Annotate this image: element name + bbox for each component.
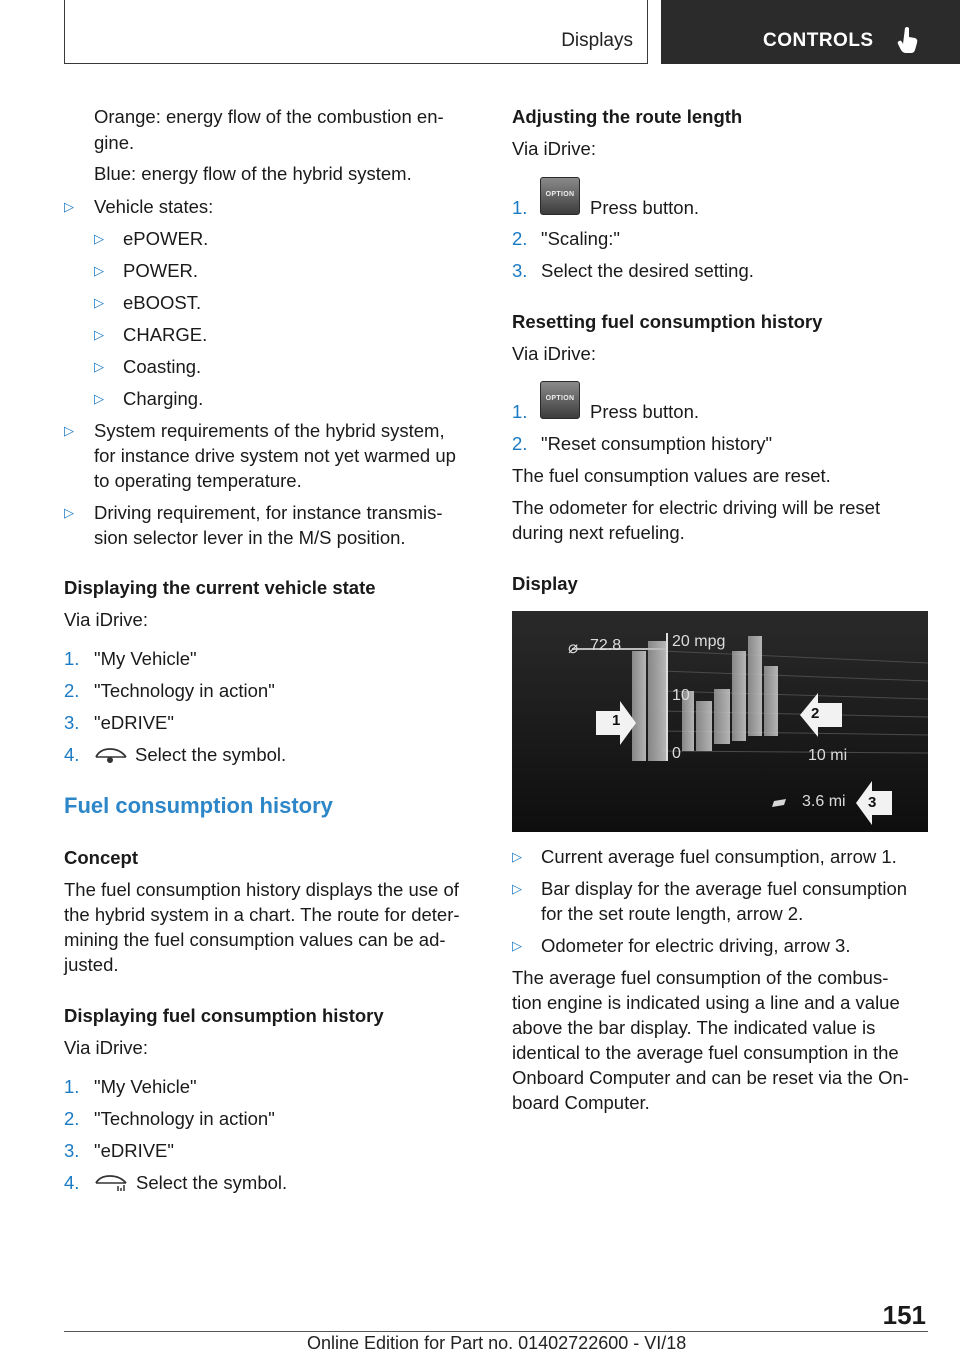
closing-line: above the bar display. The indicated value is <box>512 1017 876 1038</box>
bullet-triangle-icon: ▷ <box>94 359 104 374</box>
header-section-box <box>64 0 648 64</box>
step-text: "Reset consumption history" <box>541 433 773 454</box>
step-number: 1. <box>512 197 528 218</box>
step-number: 2. <box>64 680 80 701</box>
state-item: Charging. <box>123 388 204 409</box>
concept-line: The fuel consumption history displays the use of <box>64 879 459 900</box>
scale-mid-label: 10 <box>672 687 690 704</box>
state-item: Coasting. <box>123 356 202 377</box>
step-number: 2. <box>512 228 528 249</box>
figure-bullet-line: Odometer for electric driving, arrow 3. <box>541 935 851 956</box>
step-number: 2. <box>512 433 528 454</box>
driving-req-line: sion selector lever in the M/S position. <box>94 527 406 548</box>
step-text: Press button. <box>590 197 700 218</box>
avg-consumption-value: 72.8 <box>590 637 622 654</box>
scale-zero-label: 0 <box>672 745 681 762</box>
via-idrive-label: Via iDrive: <box>64 1037 148 1058</box>
step-text: Select the desired setting. <box>541 260 754 281</box>
step-text: Select the symbol. <box>136 1172 288 1193</box>
step-text: Press button. <box>590 401 700 422</box>
route-length-label: 10 mi <box>808 747 848 764</box>
header-section-title: Displays <box>561 30 633 51</box>
vehicle-states-label: Vehicle states: <box>94 196 214 217</box>
step-number: 3. <box>64 712 80 733</box>
fuel-history-icon <box>94 1173 128 1193</box>
pointing-hand-icon <box>897 26 921 54</box>
bullet-triangle-icon: ▷ <box>64 199 74 214</box>
system-req-line: for instance drive system not yet warmed up <box>94 445 456 466</box>
footer-edition: Online Edition for Part no. 01402722600 - VI/18 <box>307 1333 687 1353</box>
via-idrive-label: Via iDrive: <box>512 138 596 159</box>
concept-line: mining the fuel consumption values can be ad- <box>64 929 446 950</box>
bullet-triangle-icon: ▷ <box>64 505 74 520</box>
step-number: 1. <box>64 648 80 669</box>
bullet-triangle-icon: ▷ <box>64 423 74 438</box>
fuel-history-screen-image <box>512 611 928 832</box>
via-idrive-label: Via iDrive: <box>64 609 148 630</box>
closing-line: board Computer. <box>512 1092 650 1113</box>
closing-line: tion engine is indicated using a line and a value <box>512 992 900 1013</box>
intro-line: Orange: energy flow of the combustion en- <box>94 106 444 127</box>
bullet-triangle-icon: ▷ <box>512 881 522 896</box>
display-heading: Display <box>512 573 578 594</box>
step-text: "Scaling:" <box>541 228 620 249</box>
concept-line: justed. <box>64 954 119 975</box>
closing-line: Onboard Computer and can be reset via the On- <box>512 1067 909 1088</box>
display-history-heading: Displaying fuel consumption history <box>64 1005 384 1026</box>
driving-req-line: Driving requirement, for instance transmis- <box>94 502 443 523</box>
step-number: 4. <box>64 744 80 765</box>
arrow-3-label: 3 <box>868 794 877 811</box>
page-number: 151 <box>882 1300 926 1330</box>
header-chapter-title: CONTROLS <box>763 30 874 51</box>
scale-top-label: 20 mpg <box>672 633 726 650</box>
intro-line: Blue: energy flow of the hybrid system. <box>94 163 412 184</box>
step-text: Select the symbol. <box>135 744 287 765</box>
intro-line: gine. <box>94 132 135 153</box>
figure-bullet-line: for the set route length, arrow 2. <box>541 903 804 924</box>
system-req-line: to operating temperature. <box>94 470 302 491</box>
state-item: eBOOST. <box>123 292 202 313</box>
route-heading: Adjusting the route length <box>512 106 743 127</box>
closing-line: identical to the average fuel consumption in the <box>512 1042 899 1063</box>
option-button-icon <box>540 177 580 215</box>
step-number: 2. <box>64 1108 80 1129</box>
option-button-icon <box>540 381 580 419</box>
state-item: CHARGE. <box>123 324 208 345</box>
arrow-2-label: 2 <box>811 705 820 722</box>
via-idrive-label: Via iDrive: <box>512 343 596 364</box>
bullet-triangle-icon: ▷ <box>94 263 104 278</box>
step-number: 3. <box>512 260 528 281</box>
concept-heading: Concept <box>64 847 138 868</box>
state-item: ePOWER. <box>123 228 209 249</box>
step-number: 3. <box>64 1140 80 1161</box>
vehicle-state-icon <box>94 745 128 765</box>
header-chapter-tab <box>661 0 960 64</box>
step-number: 1. <box>512 401 528 422</box>
figure-bullet-line: Bar display for the average fuel consumption <box>541 878 908 899</box>
svg-text:⌀: ⌀ <box>568 638 579 657</box>
step-number: 1. <box>64 1076 80 1097</box>
concept-line: the hybrid system in a chart. The route for deter- <box>64 904 460 925</box>
step-text: "Technology in action" <box>94 1108 275 1129</box>
footer-divider <box>64 1331 928 1332</box>
option-button-label: OPTION <box>545 191 575 198</box>
step-text: "My Vehicle" <box>94 648 197 669</box>
reset-note: The fuel consumption values are reset. <box>512 465 831 486</box>
display-state-heading: Displaying the current vehicle state <box>64 577 376 598</box>
bullet-triangle-icon: ▷ <box>94 295 104 310</box>
section-title: Fuel consumption history <box>64 793 333 818</box>
bullet-triangle-icon: ▷ <box>94 391 104 406</box>
figure-bullet-line: Current average fuel consumption, arrow 1. <box>541 846 897 867</box>
system-req-line: System requirements of the hybrid system, <box>94 420 445 441</box>
bullet-triangle-icon: ▷ <box>512 938 522 953</box>
bullet-triangle-icon: ▷ <box>512 849 522 864</box>
step-text: "eDRIVE" <box>94 712 174 733</box>
state-item: POWER. <box>123 260 199 281</box>
reset-note-line: during next refueling. <box>512 522 685 543</box>
reset-heading: Resetting fuel consumption history <box>512 311 823 332</box>
step-text: "My Vehicle" <box>94 1076 197 1097</box>
option-button-label: OPTION <box>545 395 575 402</box>
reset-note-line: The odometer for electric driving will be reset <box>512 497 881 518</box>
arrow-1-label: 1 <box>612 712 621 729</box>
closing-line: The average fuel consumption of the combus- <box>512 967 889 988</box>
step-text: "eDRIVE" <box>94 1140 174 1161</box>
electric-distance-label: 3.6 mi <box>802 793 846 810</box>
step-number: 4. <box>64 1172 80 1193</box>
bullet-triangle-icon: ▷ <box>94 327 104 342</box>
bullet-triangle-icon: ▷ <box>94 231 104 246</box>
step-text: "Technology in action" <box>94 680 275 701</box>
